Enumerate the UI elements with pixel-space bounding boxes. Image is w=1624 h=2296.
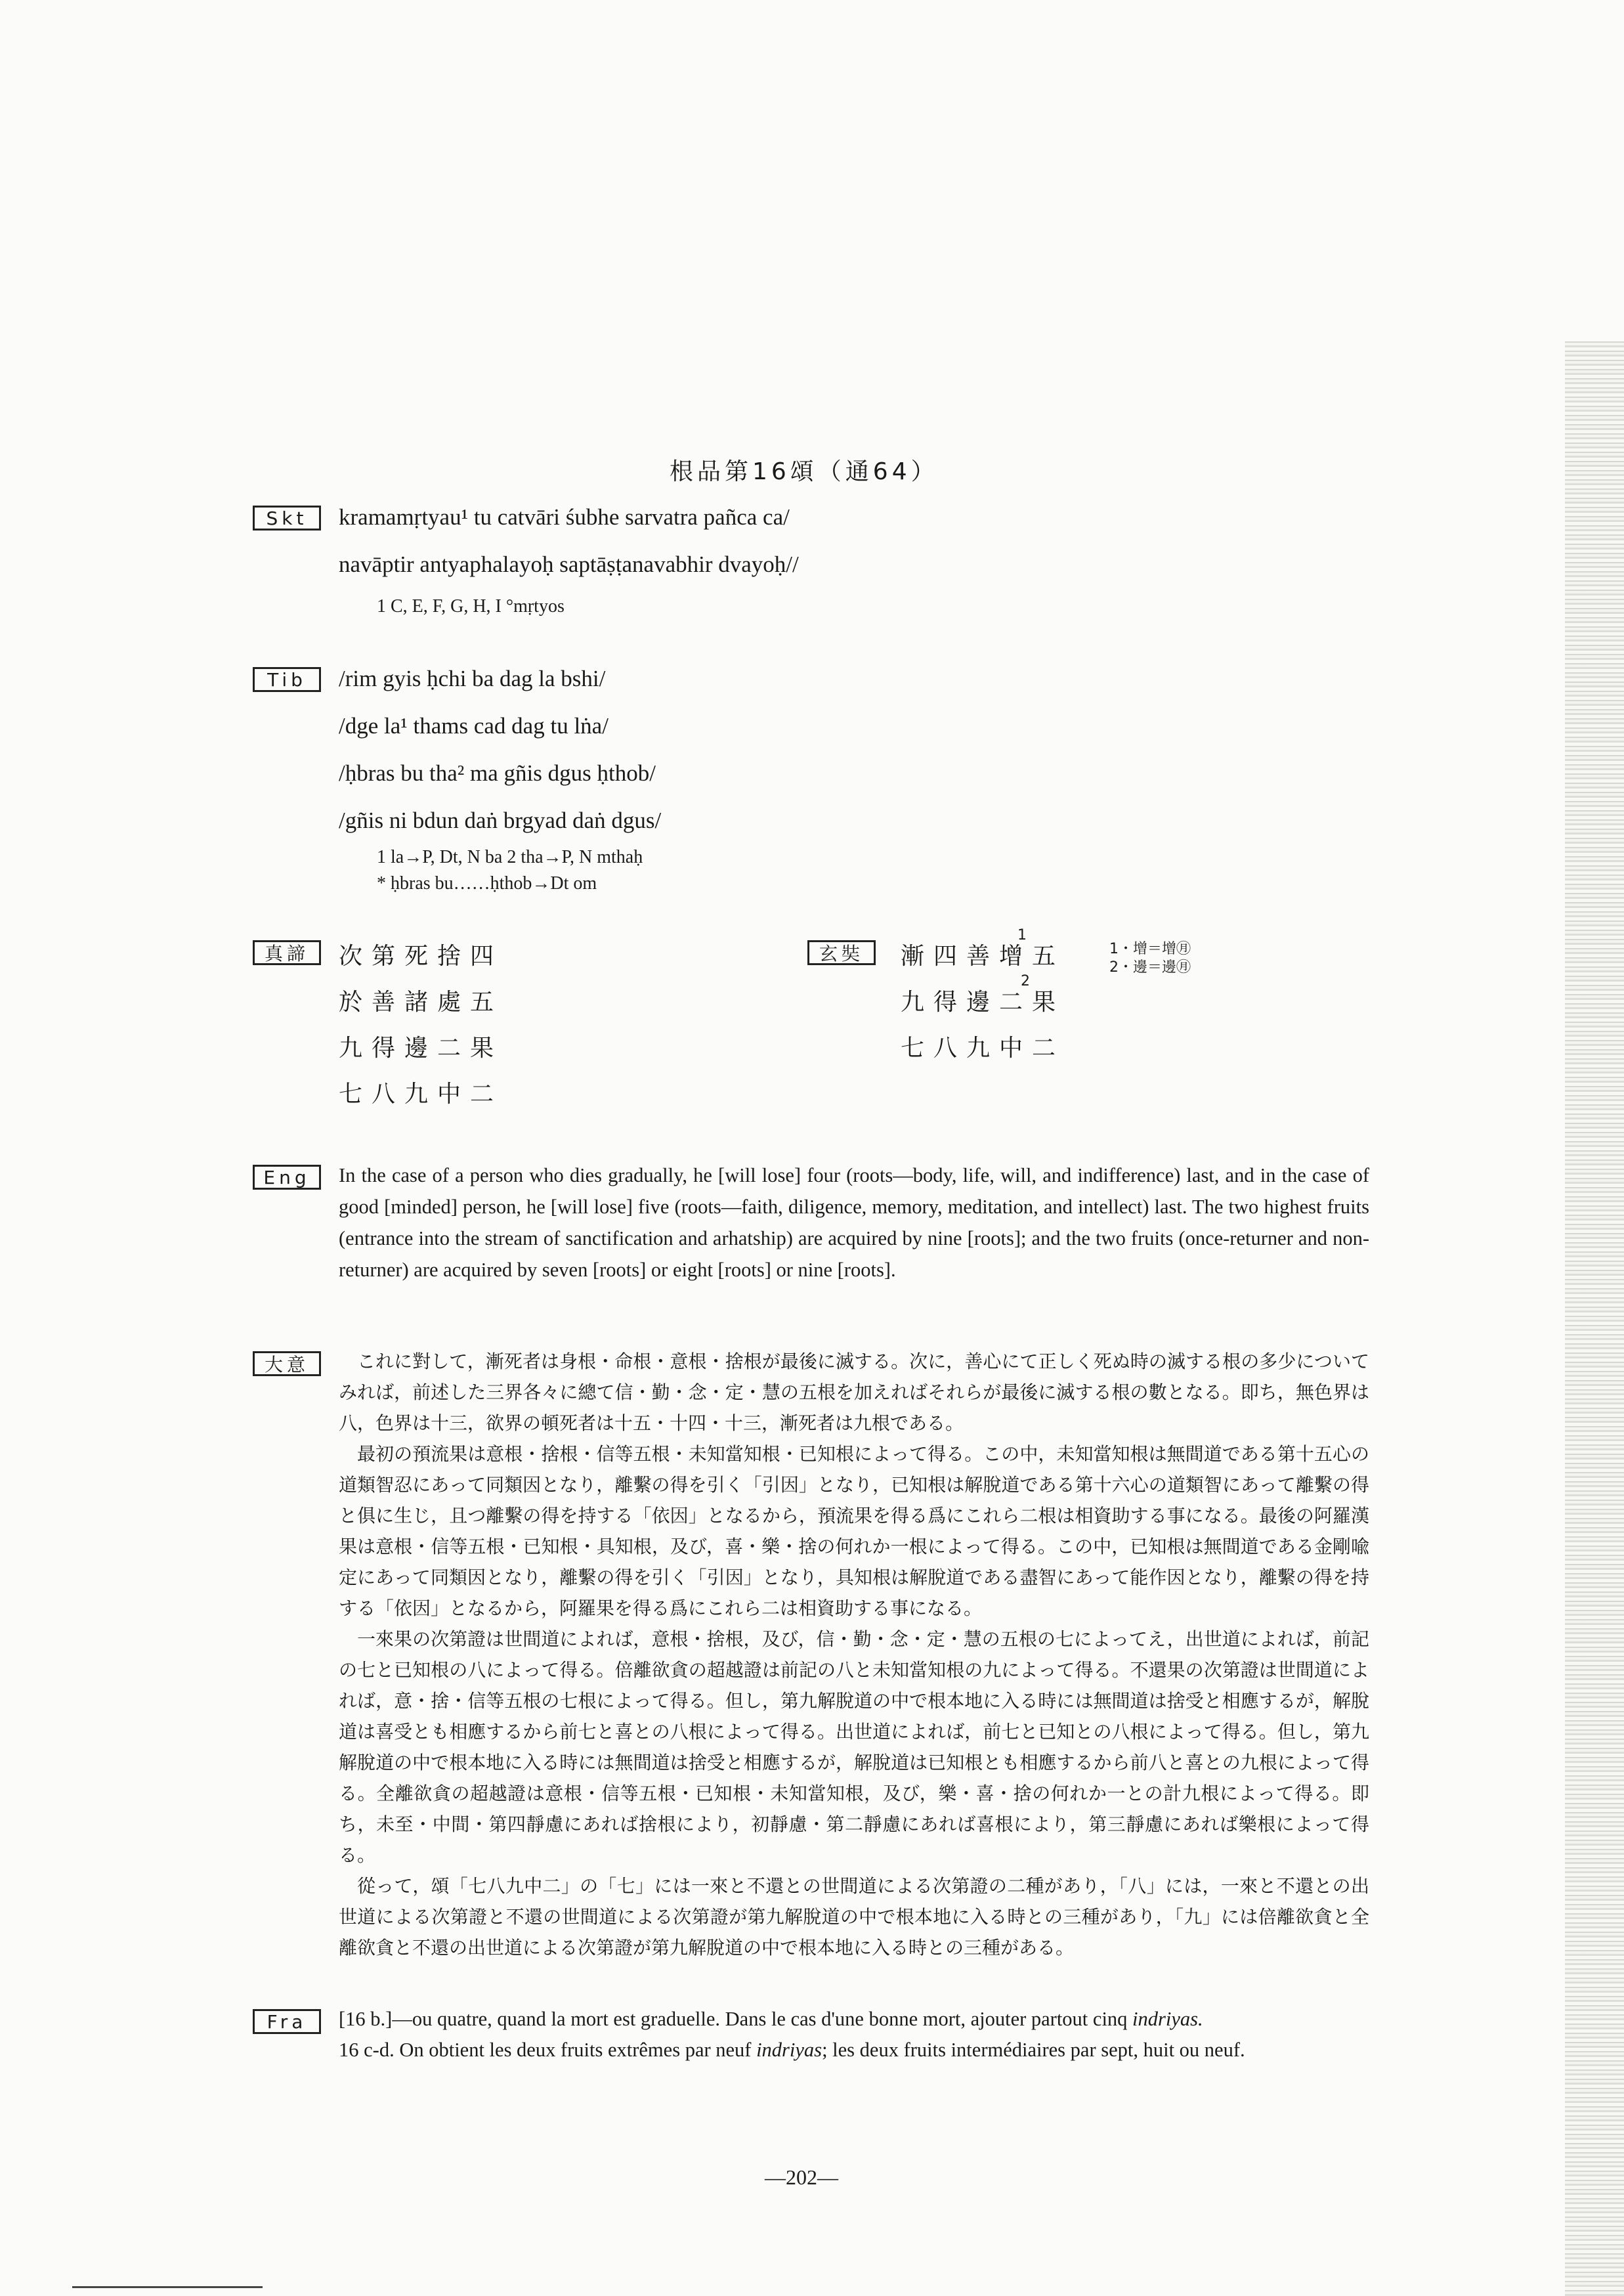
bottom-rule bbox=[72, 2286, 263, 2288]
tag-taii: 大意 bbox=[253, 1351, 321, 1376]
xuanzang-line-2: 九得邊二果 bbox=[901, 989, 1065, 1016]
taii-paragraph-3: 一來果の次第證は世間道によれば，意根・捨根，及び，信・勤・念・定・慧の五根の七によってえ，出世道によれば，前記の七と已知根の八によって得る。倍離欲貪の超越證は前記の八と未知當知根の九によって得る。不還果の次第證は世間道によれば，意・捨・信等五根の七根によって得る。但し，第九解脫道の中で根本地に入る時には無間道は捨受と相應するが，解脫道は喜受とも相應するから前七と喜との八根によって得る。出世道によれば，前七と已知との八根によって得る。但し，第九解脫道の中で根本地に入る時には無間道は捨受と相應するが，解脫道は已知根とも相應するから前八と喜との九根によって得る。全離欲貪の超越證は意根・信等五根・已知根・未知當知根，及び，樂・喜・捨の何れか一との計九根によって得る。即ち，未至・中間・第四靜慮にあれば捨根により，初靜慮・第二靜慮にあれば喜根により，第三靜慮にあれば樂根によって得る。 bbox=[339, 1628, 1369, 1866]
tag-zhendi: 真諦 bbox=[253, 940, 321, 965]
tag-tib: Tib bbox=[253, 667, 321, 692]
zhendi-line-1: 次第死捨四 bbox=[339, 943, 503, 970]
skt-line-2: navāptir antyaphalayoḥ saptāṣṭanavabhir dvayoḥ// bbox=[339, 552, 799, 577]
eng-paragraph: In the case of a person who dies gradually, he [will lose] four (roots—body, life, will, and indifference) last, and in the case of good [minded] person, he [will lose] five (roots—faith, diligence, memory, meditation, and intellect) last. The two highest fruits (entrance into the stream of sanctification and arhatship) are acquired by nine [roots]; and the two fruits (once-returner and non-returner) are acquired by seven [roots] or eight [roots] or nine [roots]. bbox=[339, 1164, 1369, 1281]
skt-line-1: kramamṛtyau¹ tu catvāri śubhe sarvatra pañca ca/ bbox=[339, 504, 790, 530]
xuanzang-line-3: 七八九中二 bbox=[901, 1035, 1065, 1062]
tib-note-1: 1 la→P, Dt, N ba 2 tha→P, N mthaḥ bbox=[377, 847, 643, 867]
taii-paragraph-4: 從って，頌「七八九中二」の「七」には一來と不還との世間道による次第證の二種があり，「八」には，一來と不還との出世道による次第證と不還の世間道による次第證が第九解脫道の中で根本地に入る時との三種があり，「九」には倍離欲貪と全離欲貪と不還の出世道による次第證が第九解脫道の中で根本地に入る時との三種がある。 bbox=[339, 1875, 1369, 1959]
fra-p2-end: ; les deux fruits intermédiaires par sept, huit ou neuf. bbox=[822, 2039, 1245, 2061]
xuanzang-superscript-1: 1 bbox=[1017, 927, 1027, 943]
scan-edge-shadow bbox=[1565, 341, 1624, 2296]
tib-note-2: * ḥbras bu……ḥthob→Dt om bbox=[377, 873, 597, 894]
taii-paragraph-1: これに對して，漸死者は身根・命根・意根・捨根が最後に滅する。次に，善心にて正しく死ぬ時の滅する根の多少についてみれば，前述した三界各々に總て信・勤・念・定・慧の五根を加えればそれらが最後に滅する根の數となる。即ち，無色界は八，色界は十三，欲界の頓死者は十五・十四・十三，漸死者は九根である。 bbox=[339, 1351, 1369, 1434]
page-title: 根品第16頌（通64） bbox=[670, 458, 939, 485]
zhendi-line-4: 七八九中二 bbox=[339, 1081, 503, 1108]
fra-p2-italic: indriyas bbox=[756, 2039, 823, 2061]
xuanzang-note-2: 2・邊＝邊㊊ bbox=[1109, 959, 1191, 976]
fra-p1-text: [16 b.]—ou quatre, quand la mort est graduelle. Dans le cas d'une bonne mort, ajouter partout cinq bbox=[339, 2008, 1128, 2030]
zhendi-line-2: 於善諸處五 bbox=[339, 989, 503, 1016]
fra-paragraph-1 bbox=[339, 2004, 1369, 2035]
xuanzang-superscript-2: 2 bbox=[1021, 973, 1030, 989]
zhendi-line-3: 九得邊二果 bbox=[339, 1035, 503, 1062]
page-number: —202— bbox=[765, 2165, 838, 2189]
tag-fra: Fra bbox=[253, 2009, 321, 2034]
fra-p1-italic: indriyas. bbox=[1132, 2008, 1203, 2030]
fra-p2-text: 16 c-d. On obtient les deux fruits extrêmes par neuf bbox=[339, 2039, 752, 2061]
skt-note: 1 C, E, F, G, H, I °mṛtyos bbox=[377, 596, 565, 617]
fra-paragraph-2 bbox=[339, 2035, 1369, 2066]
taii-body bbox=[339, 1346, 1369, 1963]
xuanzang-line-1: 漸四善增五 bbox=[901, 943, 1065, 970]
xuanzang-note-1: 1・增＝增㊊ bbox=[1109, 941, 1191, 957]
tag-eng: Eng bbox=[253, 1165, 321, 1190]
tib-line-4: /gñis ni bdun daṅ brgyad daṅ dgus/ bbox=[339, 808, 662, 833]
tib-line-1: /rim gyis ḥchi ba dag la bshi/ bbox=[339, 666, 606, 691]
tag-xuanzang: 玄奘 bbox=[807, 940, 876, 965]
taii-paragraph-2: 最初の預流果は意根・捨根・信等五根・未知當知根・已知根によって得る。この中，未知當知根は無間道である第十五心の道類智忍にあって同類因となり，離繫の得を引く「引因」となり，已知根は解脫道である第十六心の道類智にあって離繫の得と俱に生じ，且つ離繫の得を持する「依因」となるから，預流果を得る爲にこれら二根は相資助する事になる。最後の阿羅漢果は意根・信等五根・已知根・具知根，及び，喜・樂・捨の何れか一根によって得る。この中，已知根は無間道である金剛喩定にあって同類因となり，離繫の得を引く「引因」となり，具知根は解脫道である盡智にあって能作因となり，離繫の得を持する「依因」となるから，阿羅果を得る爲にこれら二は相資助する事になる。 bbox=[339, 1443, 1369, 1619]
fra-body bbox=[339, 2004, 1369, 2066]
tag-skt: Skt bbox=[253, 506, 321, 531]
tib-line-3: /ḥbras bu tha² ma gñis dgus ḥthob/ bbox=[339, 760, 656, 786]
tib-line-2: /dge la¹ thams cad dag tu lṅa/ bbox=[339, 713, 609, 739]
